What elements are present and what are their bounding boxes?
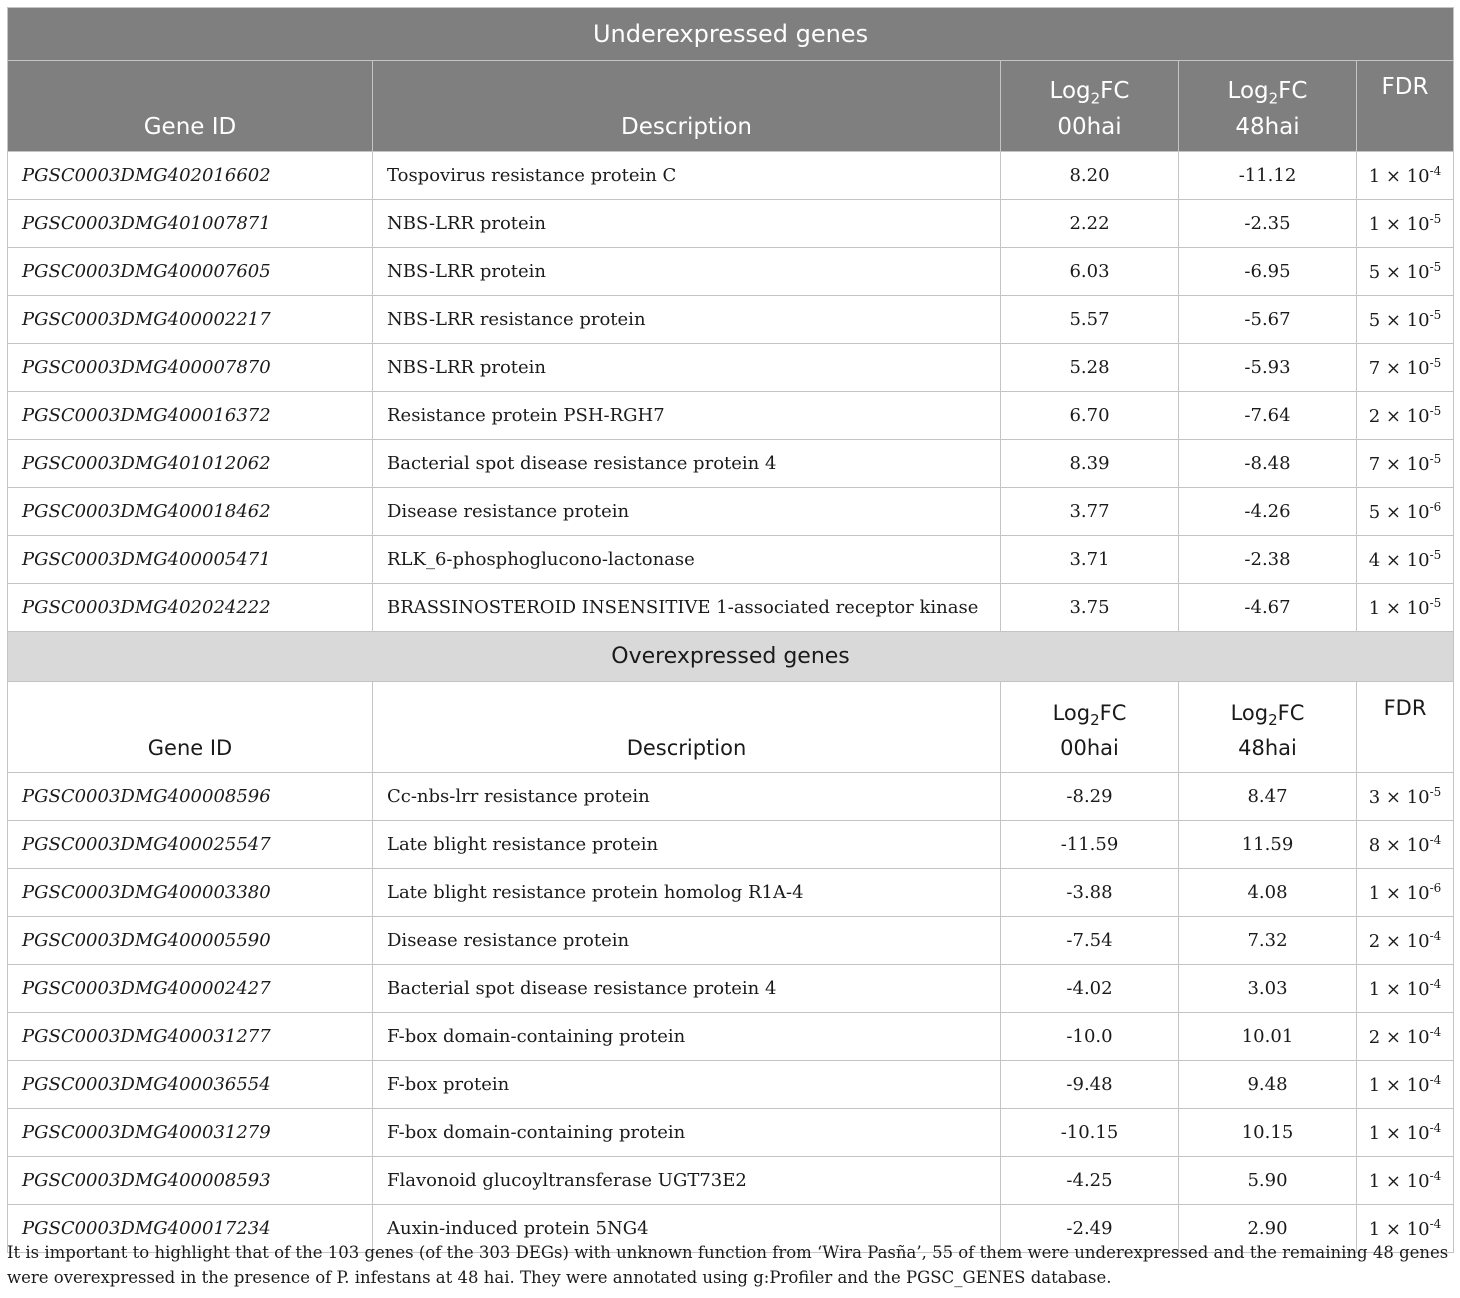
log2fc-00hai-cell: -11.59 (1001, 821, 1179, 869)
header-fdr: FDR (1357, 682, 1454, 773)
log2fc-48hai-cell: -4.26 (1179, 488, 1357, 536)
gene-id-cell: PGSC0003DMG400025547 (8, 821, 373, 869)
gene-id-cell: PGSC0003DMG400007870 (8, 344, 373, 392)
table-row (8, 200, 1454, 248)
log2fc-00hai-cell: 3.71 (1001, 536, 1179, 584)
fdr-cell: $5 \times 10^{-5}$ (1357, 248, 1454, 296)
overexpressed-rows (8, 773, 1454, 1253)
description-cell: Disease resistance protein (373, 917, 1001, 965)
table-row (8, 1061, 1454, 1109)
log2fc-00hai-cell: 3.75 (1001, 584, 1179, 632)
log2fc-00hai-cell: 2.22 (1001, 200, 1179, 248)
underexpressed-section (8, 8, 1454, 152)
header-log2fc-48hai: Log$_2$FC 48hai (1179, 682, 1357, 773)
fdr-cell: $1 \times 10^{-6}$ (1357, 869, 1454, 917)
description-cell: RLK_6-phosphoglucono-lactonase (373, 536, 1001, 584)
log2fc-48hai-cell: 4.08 (1179, 869, 1357, 917)
table-row (8, 917, 1454, 965)
log2fc-00hai-cell: 8.20 (1001, 152, 1179, 200)
log2fc-48hai-cell: -7.64 (1179, 392, 1357, 440)
log2fc-00hai-cell: -7.54 (1001, 917, 1179, 965)
gene-id-cell: PGSC0003DMG400002217 (8, 296, 373, 344)
log2fc-00hai-cell: -9.48 (1001, 1061, 1179, 1109)
gene-id-cell: PGSC0003DMG400007605 (8, 248, 373, 296)
description-cell: Cc-nbs-lrr resistance protein (373, 773, 1001, 821)
table-row (8, 392, 1454, 440)
header-log2fc-48hai: Log$_2$FC 48hai (1179, 61, 1357, 152)
table-row (8, 536, 1454, 584)
log2fc-00hai-cell: -3.88 (1001, 869, 1179, 917)
gene-id-cell: PGSC0003DMG400016372 (8, 392, 373, 440)
description-cell: NBS-LRR resistance protein (373, 296, 1001, 344)
log2fc-00hai-cell: -2.49 (1001, 1205, 1179, 1253)
header-log2fc-00hai: Log$_2$FC 00hai (1001, 682, 1179, 773)
table-row (8, 965, 1454, 1013)
gene-id-cell: PGSC0003DMG400031279 (8, 1109, 373, 1157)
fdr-cell: $1 \times 10^{-4}$ (1357, 1109, 1454, 1157)
overexpressed-title: Overexpressed genes (8, 632, 1454, 682)
log2fc-00hai-cell: -8.29 (1001, 773, 1179, 821)
header-gene-id: Gene ID (8, 61, 373, 152)
gene-id-cell: PGSC0003DMG400008596 (8, 773, 373, 821)
log2fc-48hai-cell: -5.67 (1179, 296, 1357, 344)
fdr-cell: $1 \times 10^{-4}$ (1357, 152, 1454, 200)
description-cell: NBS-LRR protein (373, 344, 1001, 392)
log2fc-00hai-cell: 3.77 (1001, 488, 1179, 536)
table-row (8, 773, 1454, 821)
table-row (8, 1109, 1454, 1157)
description-cell: F-box domain-containing protein (373, 1109, 1001, 1157)
log2fc-48hai-cell: -2.35 (1179, 200, 1357, 248)
overexpressed-section (8, 632, 1454, 773)
underexpressed-rows (8, 152, 1454, 632)
header-fdr: FDR (1357, 61, 1454, 152)
log2fc-48hai-cell: -4.67 (1179, 584, 1357, 632)
table-row (8, 1157, 1454, 1205)
gene-expression-table (7, 7, 1454, 1253)
log2fc-48hai-cell: 7.32 (1179, 917, 1357, 965)
table-row (8, 296, 1454, 344)
gene-id-cell: PGSC0003DMG400018462 (8, 488, 373, 536)
fdr-cell: $8 \times 10^{-4}$ (1357, 821, 1454, 869)
log2fc-48hai-cell: 5.90 (1179, 1157, 1357, 1205)
fdr-cell: $2 \times 10^{-4}$ (1357, 1013, 1454, 1061)
description-cell: Late blight resistance protein homolog R1A-4 (373, 869, 1001, 917)
log2fc-00hai-cell: -4.25 (1001, 1157, 1179, 1205)
description-cell: BRASSINOSTEROID INSENSITIVE 1-associated receptor kinase (373, 584, 1001, 632)
gene-id-cell: PGSC0003DMG400005590 (8, 917, 373, 965)
table-row (8, 152, 1454, 200)
fdr-cell: $1 \times 10^{-5}$ (1357, 200, 1454, 248)
gene-id-cell: PGSC0003DMG402016602 (8, 152, 373, 200)
fdr-cell: $1 \times 10^{-5}$ (1357, 584, 1454, 632)
gene-id-cell: PGSC0003DMG400005471 (8, 536, 373, 584)
description-cell: Late blight resistance protein (373, 821, 1001, 869)
underexpressed-title: Underexpressed genes (8, 8, 1454, 61)
gene-id-cell: PGSC0003DMG400008593 (8, 1157, 373, 1205)
gene-id-cell: PGSC0003DMG401012062 (8, 440, 373, 488)
gene-id-cell: PGSC0003DMG402024222 (8, 584, 373, 632)
fdr-cell: $4 \times 10^{-5}$ (1357, 536, 1454, 584)
description-cell: NBS-LRR protein (373, 248, 1001, 296)
log2fc-48hai-cell: -8.48 (1179, 440, 1357, 488)
fdr-cell: $7 \times 10^{-5}$ (1357, 344, 1454, 392)
log2fc-48hai-cell: 8.47 (1179, 773, 1357, 821)
log2fc-00hai-cell: -10.0 (1001, 1013, 1179, 1061)
gene-id-cell: PGSC0003DMG400002427 (8, 965, 373, 1013)
fdr-cell: $1 \times 10^{-4}$ (1357, 965, 1454, 1013)
log2fc-48hai-cell: 10.15 (1179, 1109, 1357, 1157)
log2fc-48hai-cell: -6.95 (1179, 248, 1357, 296)
header-description: Description (373, 682, 1001, 773)
fdr-cell: $1 \times 10^{-4}$ (1357, 1061, 1454, 1109)
overexpressed-header-row (8, 682, 1454, 773)
description-cell: Bacterial spot disease resistance protein 4 (373, 440, 1001, 488)
table-row (8, 584, 1454, 632)
log2fc-48hai-cell: 3.03 (1179, 965, 1357, 1013)
table-row (8, 344, 1454, 392)
description-cell: Disease resistance protein (373, 488, 1001, 536)
description-cell: Resistance protein PSH-RGH7 (373, 392, 1001, 440)
log2fc-48hai-cell: -11.12 (1179, 152, 1357, 200)
log2fc-00hai-cell: -4.02 (1001, 965, 1179, 1013)
log2fc-48hai-cell: 10.01 (1179, 1013, 1357, 1061)
table-row (8, 869, 1454, 917)
fdr-cell: $7 \times 10^{-5}$ (1357, 440, 1454, 488)
table-footnote: It is important to highlight that of the 103 genes (of the 303 DEGs) with unknown function from ‘Wira Pasña’, 55 of them were underexpressed and the remaining 48 genes were overexpressed in the presence of P. infestans at 48 hai. They were annotated using g:Profiler and the PGSC_GENES database. (7, 1243, 1449, 1287)
description-cell: Tospovirus resistance protein C (373, 152, 1001, 200)
description-cell: NBS-LRR protein (373, 200, 1001, 248)
log2fc-00hai-cell: 6.03 (1001, 248, 1179, 296)
gene-id-cell: PGSC0003DMG400003380 (8, 869, 373, 917)
description-cell: F-box domain-containing protein (373, 1013, 1001, 1061)
header-log2fc-00hai: Log$_2$FC 00hai (1001, 61, 1179, 152)
fdr-cell: $1 \times 10^{-4}$ (1357, 1205, 1454, 1253)
log2fc-48hai-cell: 9.48 (1179, 1061, 1357, 1109)
gene-expression-table-container (7, 7, 1453, 1253)
log2fc-00hai-cell: -10.15 (1001, 1109, 1179, 1157)
gene-id-cell: PGSC0003DMG400017234 (8, 1205, 373, 1253)
gene-id-cell: PGSC0003DMG400031277 (8, 1013, 373, 1061)
log2fc-48hai-cell: 11.59 (1179, 821, 1357, 869)
log2fc-00hai-cell: 8.39 (1001, 440, 1179, 488)
table-row (8, 488, 1454, 536)
table-row (8, 1013, 1454, 1061)
gene-id-cell: PGSC0003DMG401007871 (8, 200, 373, 248)
fdr-cell: $2 \times 10^{-5}$ (1357, 392, 1454, 440)
fdr-cell: $3 \times 10^{-5}$ (1357, 773, 1454, 821)
description-cell: Bacterial spot disease resistance protein 4 (373, 965, 1001, 1013)
log2fc-48hai-cell: -2.38 (1179, 536, 1357, 584)
description-cell: Auxin-induced protein 5NG4 (373, 1205, 1001, 1253)
log2fc-48hai-cell: 2.90 (1179, 1205, 1357, 1253)
gene-id-cell: PGSC0003DMG400036554 (8, 1061, 373, 1109)
description-cell: Flavonoid glucoyltransferase UGT73E2 (373, 1157, 1001, 1205)
description-cell: F-box protein (373, 1061, 1001, 1109)
header-description: Description (373, 61, 1001, 152)
log2fc-00hai-cell: 5.57 (1001, 296, 1179, 344)
fdr-cell: $2 \times 10^{-4}$ (1357, 917, 1454, 965)
underexpressed-header-row (8, 61, 1454, 152)
table-row (8, 248, 1454, 296)
table-row (8, 821, 1454, 869)
table-row (8, 440, 1454, 488)
log2fc-00hai-cell: 6.70 (1001, 392, 1179, 440)
fdr-cell: $5 \times 10^{-5}$ (1357, 296, 1454, 344)
header-gene-id: Gene ID (8, 682, 373, 773)
log2fc-00hai-cell: 5.28 (1001, 344, 1179, 392)
log2fc-48hai-cell: -5.93 (1179, 344, 1357, 392)
fdr-cell: $1 \times 10^{-4}$ (1357, 1157, 1454, 1205)
fdr-cell: $5 \times 10^{-6}$ (1357, 488, 1454, 536)
